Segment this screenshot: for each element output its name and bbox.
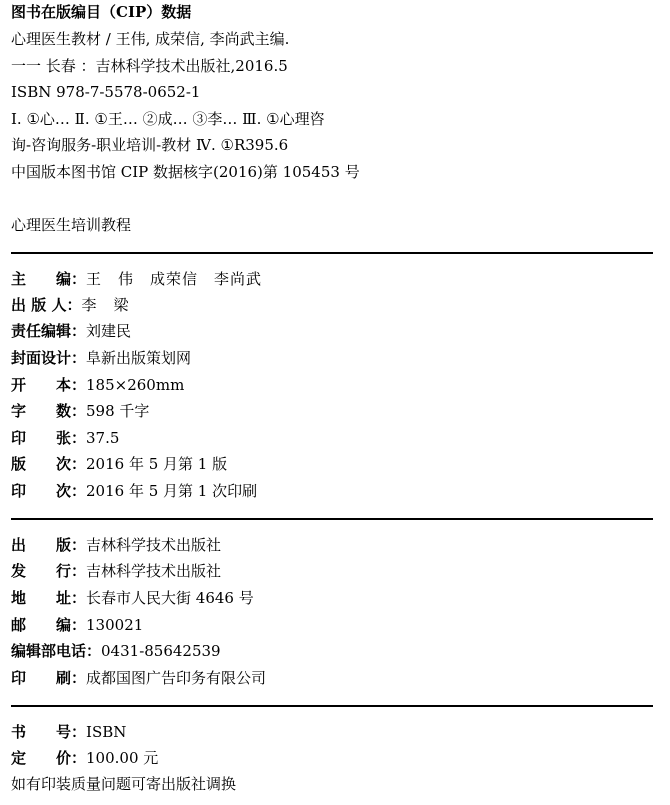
credit-label: 开 本：: [11, 376, 87, 394]
price-row: [11, 749, 158, 767]
publisher-label: 发 行：: [11, 562, 87, 580]
publisher-row: [11, 642, 221, 660]
cip-verify-number: 中国版本图书馆 CIP 数据核字(2016)第 105453 号: [11, 163, 360, 181]
price-value: ISBN: [86, 723, 127, 741]
credit-label: 印 次：: [11, 482, 87, 500]
publisher-value: 长春市人民大街 4646 号: [86, 589, 254, 607]
publisher-label: 编辑部电话：: [11, 642, 102, 660]
credit-label: 责任编辑：: [11, 322, 87, 340]
credit-label: 封面设计：: [11, 349, 87, 367]
credit-value: 185×260mm: [86, 376, 185, 394]
publisher-value: 0431-85642539: [101, 642, 221, 660]
cip-heading: 图书在版编目（CIP）数据: [11, 3, 192, 21]
credit-value: 37.5: [86, 429, 120, 447]
divider-3: [11, 705, 653, 707]
credit-value: 李 梁: [81, 296, 130, 314]
credit-row: [11, 482, 257, 500]
book-title: 心理医生培训教程: [11, 216, 132, 234]
credit-value: 刘建民: [86, 322, 132, 340]
credit-row: [11, 322, 131, 340]
price-value: 100.00 元: [86, 749, 159, 767]
cip-title-line: 心理医生教材 / 王伟, 成荣信, 李尚武主编.: [11, 30, 290, 48]
price-label: 书 号：: [11, 723, 87, 741]
divider-2: [11, 518, 653, 520]
cip-classification-2: 询-咨询服务-职业培训-教材 Ⅳ. ①R395.6: [11, 136, 289, 154]
price-label: 定 价：: [11, 749, 87, 767]
publisher-row: [11, 669, 266, 687]
quality-notice: 如有印装质量问题可寄出版社调换: [11, 775, 237, 793]
publisher-row: [11, 536, 221, 554]
credit-value: 598 千字: [86, 402, 150, 420]
credit-row: [11, 376, 184, 394]
credit-label: 主 编：: [11, 270, 87, 288]
publisher-value: 成都国图广告印务有限公司: [86, 669, 267, 687]
credit-row: [11, 296, 129, 314]
publisher-label: 印 刷：: [11, 669, 87, 687]
credit-value: 王 伟 成荣信 李尚武: [86, 270, 263, 288]
credit-value: 阜新出版策划网: [86, 349, 192, 367]
publisher-value: 吉林科学技术出版社: [86, 562, 222, 580]
credit-row: [11, 349, 191, 367]
cip-isbn: ISBN 978-7-5578-0652-1: [11, 83, 201, 101]
credit-value: 2016 年 5 月第 1 版: [86, 455, 228, 473]
publisher-label: 出 版：: [11, 536, 87, 554]
credit-label: 印 张：: [11, 429, 87, 447]
price-row: [11, 723, 126, 741]
publisher-label: 地 址：: [11, 589, 87, 607]
cip-classification-1: Ⅰ. ①心… Ⅱ. ①王… ②成… ③李… Ⅲ. ①心理咨: [11, 110, 325, 128]
publisher-row: [11, 562, 221, 580]
publisher-row: [11, 616, 143, 634]
credit-value: 2016 年 5 月第 1 次印刷: [86, 482, 258, 500]
credit-row: [11, 429, 119, 447]
publisher-value: 130021: [86, 616, 144, 634]
credit-label: 字 数：: [11, 402, 87, 420]
divider-1: [11, 252, 653, 254]
credit-row: [11, 455, 227, 473]
publisher-value: 吉林科学技术出版社: [86, 536, 222, 554]
cip-publication-line: 一一 长春 ：吉林科学技术出版社,2016.5: [11, 57, 288, 75]
credit-row: [11, 402, 149, 420]
credit-row: [11, 270, 262, 288]
publisher-row: [11, 589, 254, 607]
credit-label: 出 版 人：: [11, 296, 82, 314]
credit-label: 版 次：: [11, 455, 87, 473]
publisher-label: 邮 编：: [11, 616, 87, 634]
